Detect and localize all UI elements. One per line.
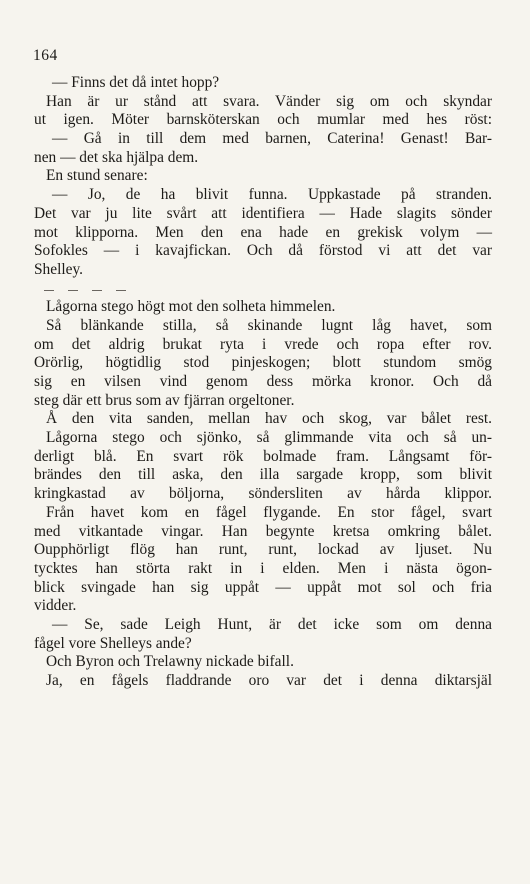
text-line: — Gå in till dem med barnen, Caterina! Genast! Bar- xyxy=(52,130,492,148)
text-line: fågel vore Shelleys ande? xyxy=(34,634,192,652)
text-line: om det aldrig brukat ryta i vrede och ropa efter rov. xyxy=(34,335,492,353)
text-line: brändes den till aska, den illa sargade kropp, som blivit xyxy=(34,466,492,484)
text-line: ut igen. Möter barnsköterskan och mumlar med hes röst: xyxy=(34,111,492,129)
text-line: Å den vita sanden, mellan hav och skog, var bålet rest. xyxy=(46,410,492,428)
text-line: — Finns det då intet hopp? xyxy=(52,74,220,91)
text-line: steg där ett brus som av fjärran orgeltoner. xyxy=(34,391,295,409)
text-line: Han är ur stånd att svara. Vänder sig om och skyndar xyxy=(46,92,492,110)
text-line: blick svingade han sig uppåt — uppåt mot sol och fria xyxy=(34,578,492,596)
text-line: Lågorna stego och sjönko, så glimmande vita och så un- xyxy=(46,429,492,447)
text-line: tycktes han störta rakt in i elden. Men i nästa ögon- xyxy=(34,559,492,577)
text-line: Orörlig, högtidlig stod pinjeskogen; blott stundom smög xyxy=(34,354,492,372)
text-line: Lågorna stego högt mot den solheta himmelen. xyxy=(46,298,336,316)
text-line: mot klipporna. Men den ena hade en grekisk volym — xyxy=(34,223,492,241)
text-line: En stund senare: xyxy=(46,167,148,185)
page-number: 164 xyxy=(33,47,58,64)
text-line: derligt blå. En svart rök bolmade fram. Långsamt för- xyxy=(34,447,492,465)
text-line: Oupphörligt flög han runt, runt, lockad av ljuset. Nu xyxy=(34,541,492,559)
text-line: Så blänkande stilla, så skinande lugnt låg havet, som xyxy=(46,316,492,334)
text-line: Från havet kom en fågel flygande. En stor fågel, svart xyxy=(46,503,492,521)
text-line: — Se, sade Leigh Hunt, är det icke som om denna xyxy=(52,615,492,633)
text-line: kringkastad av böljorna, söndersliten av hårda klippor. xyxy=(34,485,492,503)
text-line: vidder. xyxy=(34,597,77,615)
section-break xyxy=(44,280,132,299)
text-line: — Jo, de ha blivit funna. Uppkastade på stranden. xyxy=(52,186,492,204)
body-text xyxy=(34,74,492,691)
text-line: sig en vilsen vind genom dess mörka kronor. Och då xyxy=(34,373,492,390)
text-line: nen — det ska hjälpa dem. xyxy=(34,148,199,166)
text-line: med vitkantade vingar. Han begynte kretsa omkring bålet. xyxy=(34,522,492,540)
text-line: Det var ju lite svårt att identifiera — Hade slagits sönder xyxy=(34,204,492,222)
text-line: Shelley. xyxy=(34,260,84,278)
text-line: Och Byron och Trelawny nickade bifall. xyxy=(46,653,294,671)
text-line: Sofokles — i kavajfickan. Och då förstod vi att det var xyxy=(34,242,492,260)
text-line: Ja, en fågels fladdrande oro var det i denna diktarsjäl xyxy=(46,672,492,689)
